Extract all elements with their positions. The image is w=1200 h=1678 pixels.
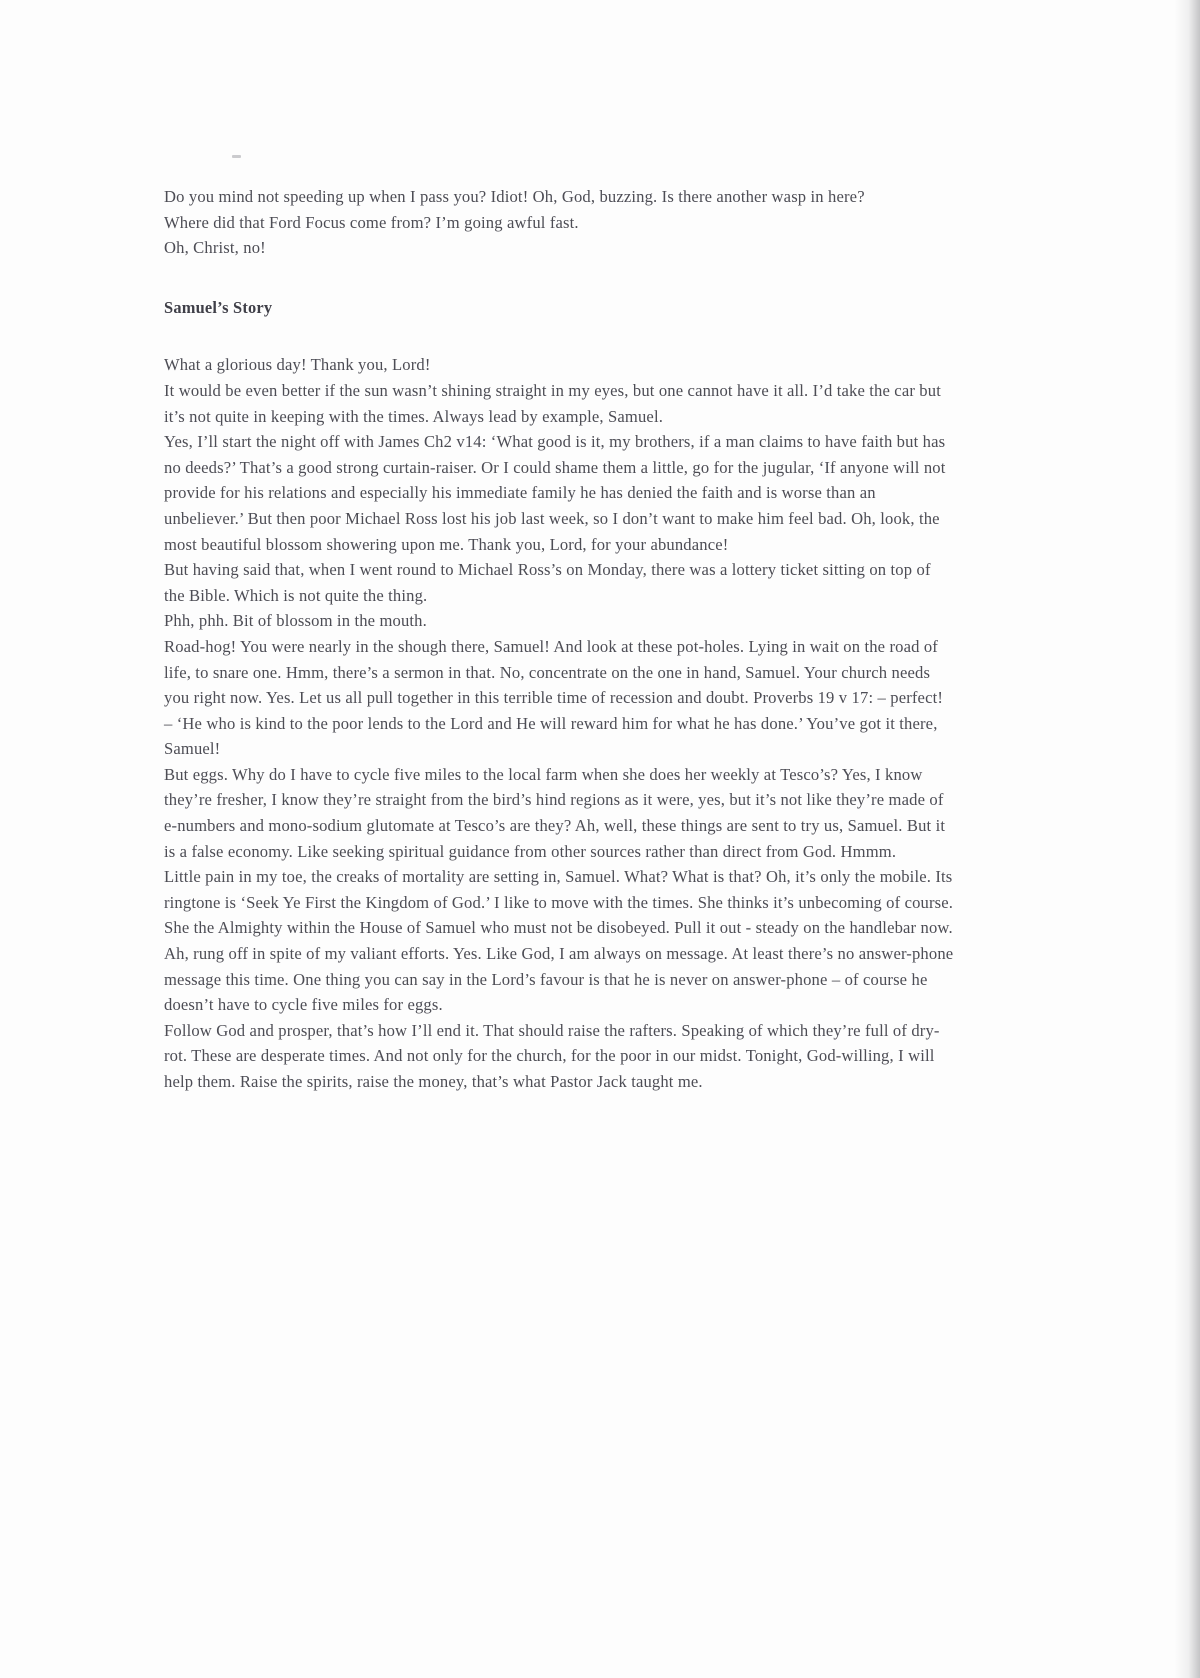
scan-artifact-speck bbox=[232, 155, 241, 158]
paragraph-follow-god-and-prosper: Follow God and prosper, that’s how I’ll end it. That should raise the rafters. Speaking of which they’re full of dry-rot. These are desperate times. And not only for the church, for the poor in our midst. Tonight, God-willing, I will help them. Raise the spirits, raise the money, that’s what Pastor Jack taught me. bbox=[164, 1020, 940, 1091]
paragraph-sun-in-my-eyes: It would be even better if the sun wasn’t shining straight in my eyes, but one cannot have it all. I’d take the car but it’s not quite in keeping with the times. Always lead by example, Samuel. bbox=[164, 380, 941, 426]
paragraph-glorious-day: What a glorious day! Thank you, Lord! bbox=[164, 355, 431, 375]
section-heading-samuels-story: Samuel’s Story bbox=[164, 297, 273, 317]
paragraph-ford-focus: Where did that Ford Focus come from? I’m going awful fast. bbox=[164, 212, 579, 232]
scan-edge-shadow bbox=[1174, 0, 1200, 1678]
paragraph-road-hog-proverbs: Road-hog! You were nearly in the shough there, Samuel! And look at these pot-holes. Lying in wait on the road of life, to snare one. Hmm, there’s a sermon in that. No, concentrate on the one in hand, Samuel. Your church needs you right now. Yes. Let us all pull together in this terrible time of recession and doubt. Proverbs 19 v 17: – perfect! – ‘He who is kind to the poor lends to the Lord and He will reward him for what he has done.’ You’ve got it there, Samuel! bbox=[164, 636, 944, 759]
paragraph-eggs-tesco: But eggs. Why do I have to cycle five miles to the local farm when she does her weekly at Tesco’s? Yes, I know they’re fresher, I know they’re straight from the bird’s hind regions as it were, yes, but it’s not like they’re made of e-numbers and mono-sodium glutomate at Tesco’s are they? Ah, well, these things are sent to try us, Samuel. But it is a false economy. Like seeking spiritual guidance from other sources rather than direct from God. Hmmm. bbox=[164, 764, 946, 861]
paragraph-oh-christ-no: Oh, Christ, no! bbox=[164, 238, 266, 258]
paragraph-james-chapter-two: Yes, I’ll start the night off with James Ch2 v14: ‘What good is it, my brothers, if a man claims to have faith but has no deeds?’ That’s a good strong curtain-raiser. Or I could shame them a little, go for the jugular, ‘If anyone will not provide for his relations and especially his immediate family he has denied the faith and is worse than an unbeliever.’ But then poor Michael Ross lost his job last week, so I don’t want to make him feel bad. Oh, look, the most beautiful blossom showering upon me. Thank you, Lord, for your abundance! bbox=[164, 432, 946, 554]
paragraph-mobile-ringtone: Little pain in my toe, the creaks of mortality are setting in, Samuel. What? What is that? Oh, it’s only the mobile. Its ringtone is ‘Seek Ye First the Kingdom of God.’ I like to move with the times. She thinks it’s unbecoming of course. She the Almighty within the House of Samuel who must not be disobeyed. Pull it out - steady on the handlebar now. Ah, rung off in spite of my valiant efforts. Yes. Like God, I am always on message. At least there’s no answer-phone message this time. One thing you can say in the Lord’s favour is that he is never on answer-phone – of course he doesn’t have to cycle five miles for eggs. bbox=[164, 867, 954, 1015]
paragraph-lottery-ticket: But having said that, when I went round to Michael Ross’s on Monday, there was a lottery ticket sitting on top of the Bible. Which is not quite the thing. bbox=[164, 560, 931, 605]
paragraph-opening-monologue: Do you mind not speeding up when I pass you? Idiot! Oh, God, buzzing. Is there another wasp in here? bbox=[164, 187, 865, 206]
spacer-before-heading bbox=[164, 261, 954, 295]
spacer-after-heading bbox=[164, 320, 954, 352]
page-text-body bbox=[164, 184, 954, 1095]
paragraph-blossom-in-mouth: Phh, phh. Bit of blossom in the mouth. bbox=[164, 611, 427, 631]
